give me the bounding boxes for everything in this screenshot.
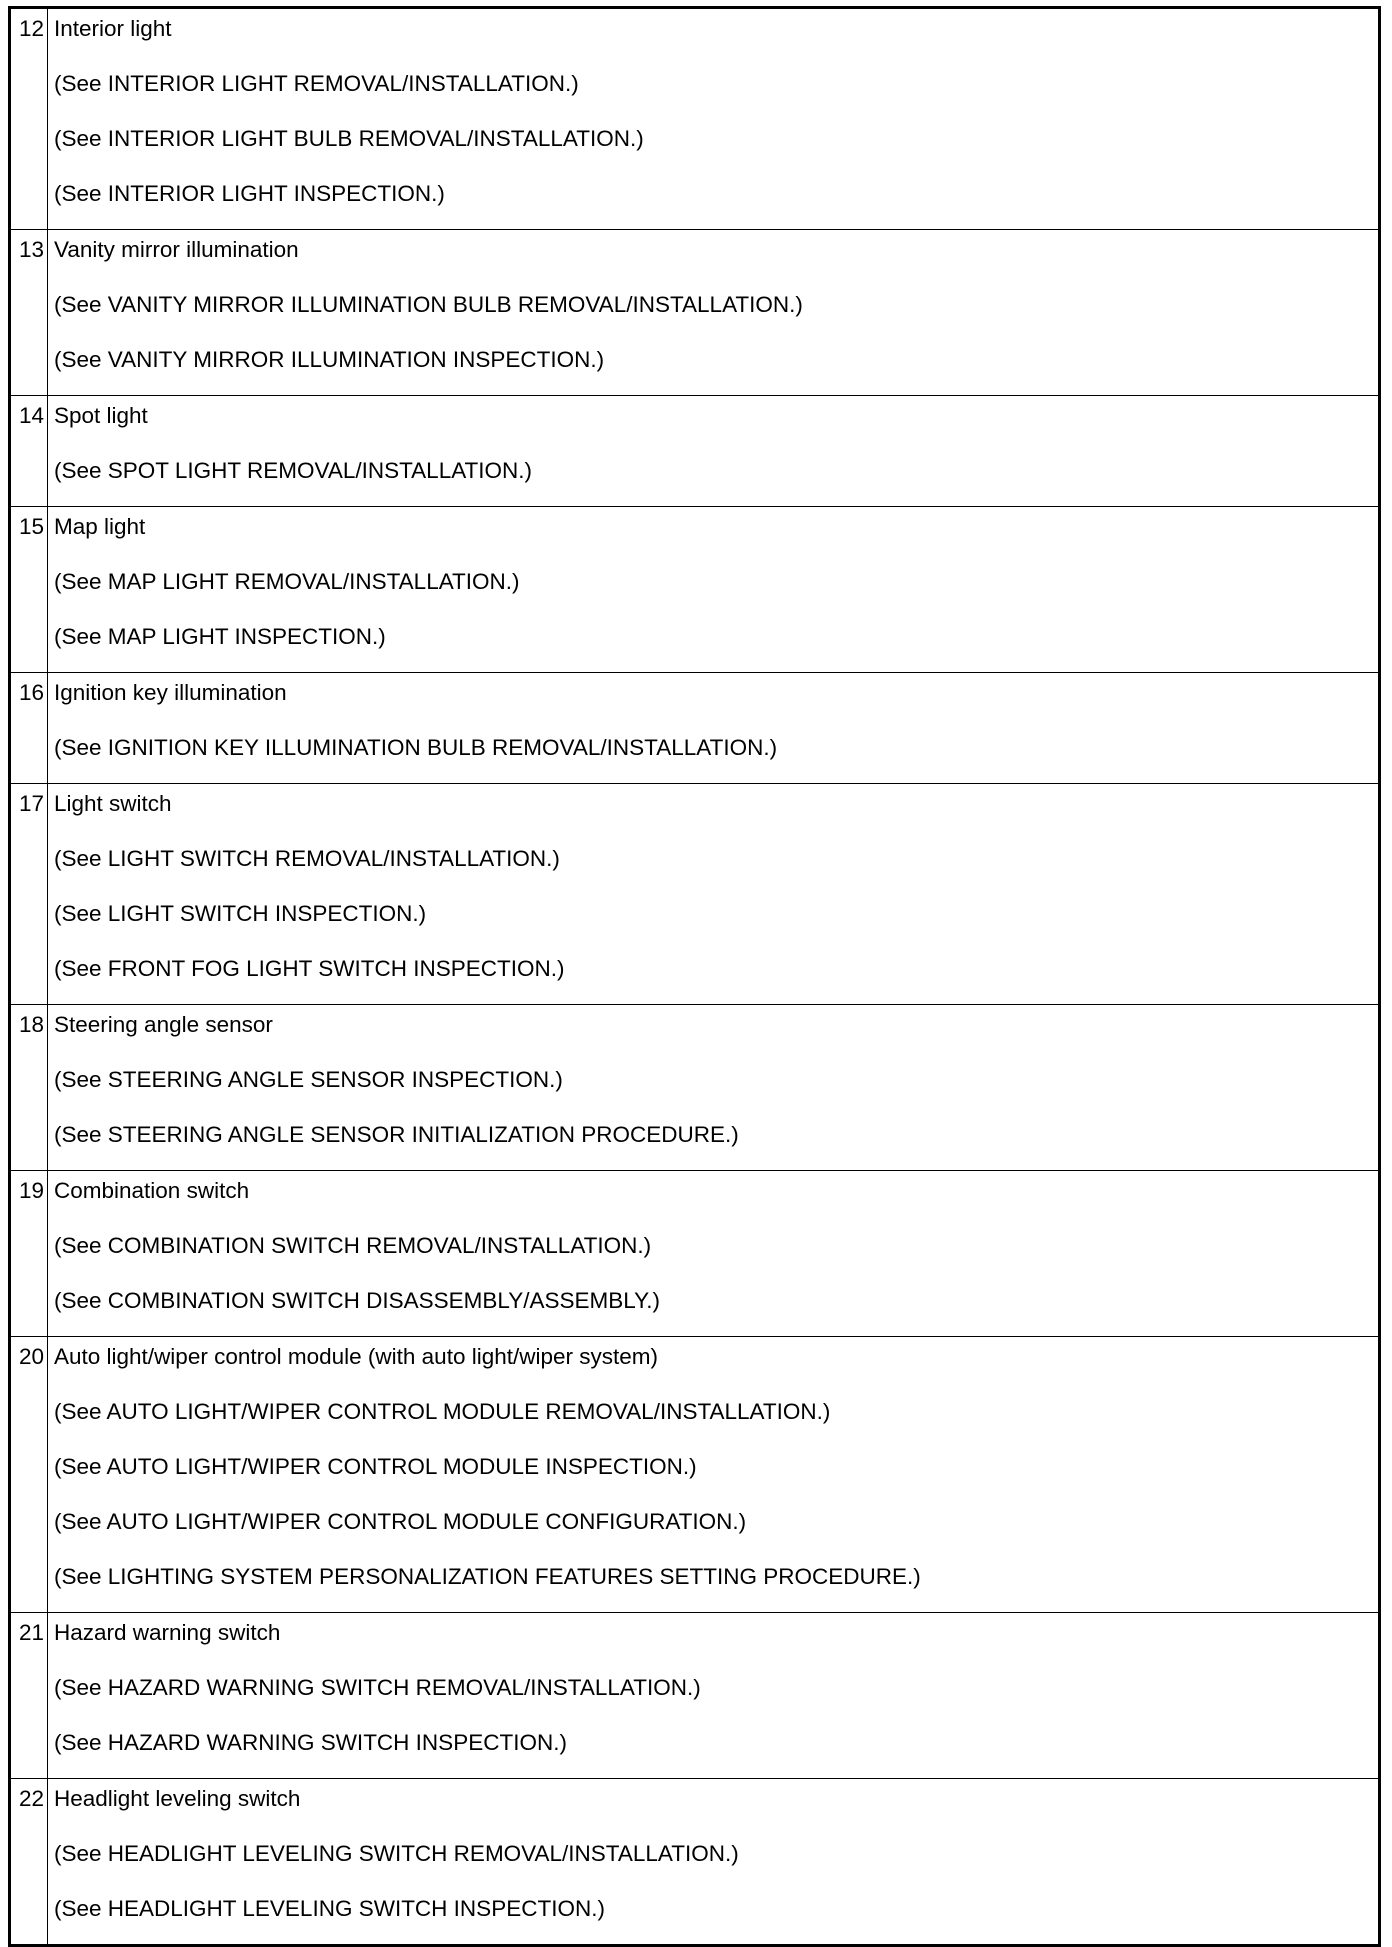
item-content-cell [48,1613,1380,1779]
item-number: 17 [18,791,44,816]
item-number-cell [10,507,48,673]
item-number-cell [10,784,48,1005]
procedure-reference: (See AUTO LIGHT/WIPER CONTROL MODULE REMOVAL/INSTALLATION.) [54,1399,831,1424]
item-number-cell [10,230,48,396]
table-row [10,8,1380,230]
item-content-cell [48,507,1380,673]
procedure-reference: (See FRONT FOG LIGHT SWITCH INSPECTION.) [54,956,565,981]
item-content-cell [48,230,1380,396]
table-row [10,1337,1380,1613]
item-number-cell [10,1171,48,1337]
item-number: 20 [18,1344,44,1369]
item-number: 19 [18,1178,44,1203]
procedure-reference: (See COMBINATION SWITCH REMOVAL/INSTALLATION.) [54,1233,652,1258]
item-content-cell [48,673,1380,784]
procedure-reference: (See MAP LIGHT REMOVAL/INSTALLATION.) [54,569,520,594]
item-content-cell [48,1779,1380,1946]
procedure-reference: (See HAZARD WARNING SWITCH REMOVAL/INSTALLATION.) [54,1675,701,1700]
procedure-reference: (See INTERIOR LIGHT INSPECTION.) [54,181,445,206]
procedure-reference: (See LIGHTING SYSTEM PERSONALIZATION FEATURES SETTING PROCEDURE.) [54,1564,921,1589]
table-row [10,396,1380,507]
table-row [10,673,1380,784]
procedure-reference: (See INTERIOR LIGHT BULB REMOVAL/INSTALLATION.) [54,126,644,151]
procedure-reference: (See VANITY MIRROR ILLUMINATION BULB REMOVAL/INSTALLATION.) [54,292,803,317]
table-row [10,1613,1380,1779]
item-number-cell [10,1337,48,1613]
item-number: 18 [18,1012,44,1037]
component-name: Combination switch [54,1178,250,1203]
item-content-cell [48,8,1380,230]
component-name: Interior light [54,16,172,41]
procedure-reference: (See STEERING ANGLE SENSOR INITIALIZATION PROCEDURE.) [54,1122,739,1147]
procedure-reference: (See LIGHT SWITCH REMOVAL/INSTALLATION.) [54,846,560,871]
item-number-cell [10,1005,48,1171]
procedure-reference: (See INTERIOR LIGHT REMOVAL/INSTALLATION.) [54,71,579,96]
component-name: Hazard warning switch [54,1620,281,1645]
item-number-cell [10,1613,48,1779]
component-name: Spot light [54,403,148,428]
component-name: Ignition key illumination [54,680,287,705]
item-number: 21 [18,1620,44,1645]
procedure-reference: (See SPOT LIGHT REMOVAL/INSTALLATION.) [54,458,533,483]
procedure-reference: (See HEADLIGHT LEVELING SWITCH INSPECTION.) [54,1896,605,1921]
component-name: Map light [54,514,146,539]
item-number: 22 [18,1786,44,1811]
procedure-reference: (See VANITY MIRROR ILLUMINATION INSPECTION.) [54,347,605,372]
procedure-reference: (See LIGHT SWITCH INSPECTION.) [54,901,427,926]
item-number: 12 [18,16,44,41]
procedure-reference: (See HAZARD WARNING SWITCH INSPECTION.) [54,1730,567,1755]
item-number-cell [10,673,48,784]
item-content-cell [48,1005,1380,1171]
component-name: Vanity mirror illumination [54,237,299,262]
item-content-cell [48,396,1380,507]
table-row [10,784,1380,1005]
table-body [10,8,1380,1946]
item-number: 16 [18,680,44,705]
table-row [10,230,1380,396]
table-row [10,507,1380,673]
item-number: 15 [18,514,44,539]
item-content-cell [48,1171,1380,1337]
item-content-cell [48,1337,1380,1613]
table-row [10,1171,1380,1337]
component-reference-table [8,6,1381,1947]
component-name: Light switch [54,791,172,816]
table-row [10,1779,1380,1946]
procedure-reference: (See AUTO LIGHT/WIPER CONTROL MODULE INSPECTION.) [54,1454,697,1479]
procedure-reference: (See AUTO LIGHT/WIPER CONTROL MODULE CONFIGURATION.) [54,1509,747,1534]
item-number-cell [10,1779,48,1946]
item-content-cell [48,784,1380,1005]
component-name: Auto light/wiper control module (with auto light/wiper system) [54,1344,659,1369]
item-number-cell [10,8,48,230]
table-row [10,1005,1380,1171]
procedure-reference: (See MAP LIGHT INSPECTION.) [54,624,386,649]
procedure-reference: (See IGNITION KEY ILLUMINATION BULB REMOVAL/INSTALLATION.) [54,735,778,760]
component-name: Steering angle sensor [54,1012,273,1037]
procedure-reference: (See HEADLIGHT LEVELING SWITCH REMOVAL/INSTALLATION.) [54,1841,739,1866]
item-number: 13 [18,237,44,262]
item-number-cell [10,396,48,507]
item-number: 14 [18,403,44,428]
procedure-reference: (See COMBINATION SWITCH DISASSEMBLY/ASSEMBLY.) [54,1288,660,1313]
component-name: Headlight leveling switch [54,1786,301,1811]
procedure-reference: (See STEERING ANGLE SENSOR INSPECTION.) [54,1067,563,1092]
